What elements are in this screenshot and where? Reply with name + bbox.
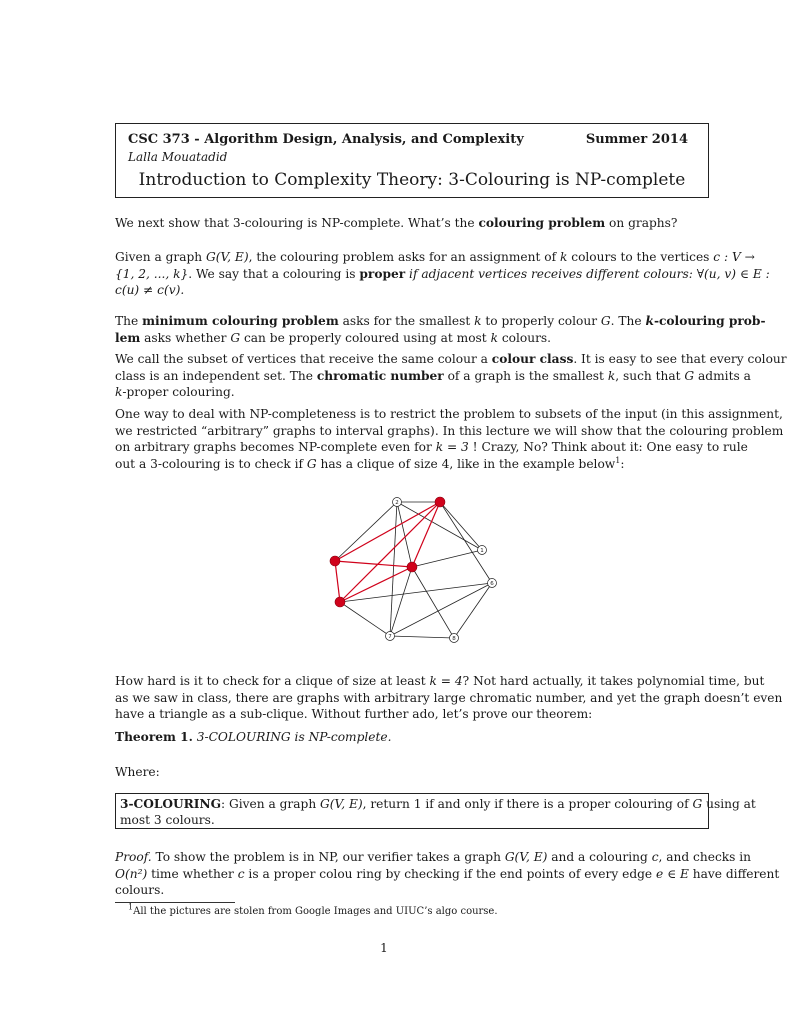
where-label: Where: — [115, 765, 160, 779]
author-name: Lalla Mouatadid — [128, 150, 228, 164]
term-label: Summer 2014 — [585, 132, 688, 147]
paragraph-clique-check: How hard is it to check for a clique of size at least k = 4? Not hard actually, it takes polynomial time, but as we saw in class, there are graphs with arbitrary large chromatic number, and yet the graph doesn’t even have a triangle as a sub-clique. Without further ado, let’s prove our theorem: — [115, 674, 783, 721]
paragraph-colouring-definition: Given a graph G(V, E), the colouring problem asks for an assignment of k colours to the vertices c : V → {1, 2, ..., k}. We say that a colouring is proper if adjacent vertices receives different colours: ∀(u, v) ∈ E : c(u) ≠ c(v). — [115, 250, 770, 297]
paragraph-chromatic-number: We call the subset of vertices that receive the same colour a colour class. It is easy to see that every colour class is an independent set. The chromatic number of a graph is the smallest k, such that G admits a k-proper colouring. — [115, 352, 787, 399]
clique-vertex — [335, 597, 345, 607]
theorem-statement: Theorem 1. 3-COLOURING is NP-complete. — [115, 730, 392, 744]
footnote: $^1$All the pictures are stolen from Google Images and UIUC’s algo course. — [128, 902, 498, 917]
clique-graph-figure — [330, 490, 500, 640]
vertex-label: 8 — [452, 636, 456, 642]
definition-box: 3-COLOURING: Given a graph G(V, E), return 1 if and only if there is a proper colouring of G using at most 3 colours. — [115, 793, 709, 829]
page-number: 1 — [380, 941, 388, 955]
clique-vertex — [407, 562, 417, 572]
vertex-label: 7 — [388, 634, 392, 640]
paragraph-np-completeness: One way to deal with NP-completeness is to restrict the problem to subsets of the input (in this assignment, we restricted “arbitrary” graphs to interval graphs). In this lecture we will show that the colouring problem on arbitrary graphs becomes NP-complete even for k = 3 ! Crazy, No? Think about it: One easy to rule out a 3-colouring is to check if G has a clique of size 4, like in the example below$^1$: — [115, 407, 784, 471]
clique-vertex — [435, 497, 445, 507]
vertex-label: 2 — [395, 500, 399, 506]
proof-paragraph: Proof. To show the problem is in NP, our verifier takes a graph G(V, E) and a colouring c, and checks in O(n²) time whether c is a proper colou ring by checking if the end points of every edge e ∈ E have different colours. — [115, 850, 780, 897]
paragraph-minimum-colouring: The minimum colouring problem asks for the smallest k to properly colour G. The k-colouring prob- lem asks whether G can be properly coloured using at most k colours. — [115, 314, 766, 345]
header-box — [115, 123, 709, 198]
course-title: CSC 373 - Algorithm Design, Analysis, and Complexity — [128, 132, 524, 147]
vertex-label: 1 — [480, 548, 484, 554]
paragraph-intro: We next show that 3-colouring is NP-complete. What’s the colouring problem on graphs? — [115, 216, 678, 230]
clique-vertex — [330, 556, 340, 566]
lecture-title: Introduction to Complexity Theory: 3-Colouring is NP-complete — [138, 170, 686, 190]
vertex-label: 6 — [490, 581, 494, 587]
